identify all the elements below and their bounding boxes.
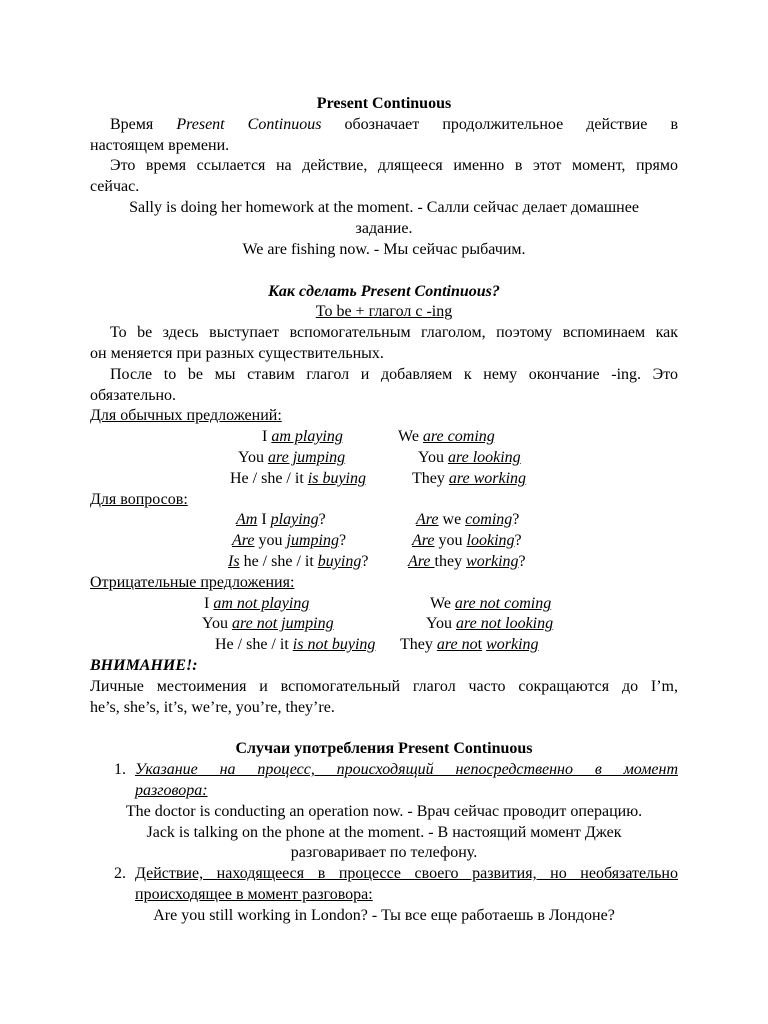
how-paragraph-2: После to be мы ставим глагол и добавляем к нему окончание -ing. Это	[110, 366, 678, 383]
punctuation: ?	[518, 553, 526, 570]
auxiliary: Is	[228, 553, 240, 570]
pronoun: he / she / it	[239, 553, 318, 570]
pronoun: We	[430, 595, 455, 612]
neg-example	[215, 635, 375, 656]
how-paragraph-2-cont: обязательно.	[90, 387, 177, 404]
how-paragraph-1: To be здесь выступает вспомогательным глаголом, поэтому вспоминаем как	[110, 324, 678, 341]
verb-form: are no	[436, 636, 478, 653]
question-example	[232, 531, 346, 552]
question-example	[236, 510, 326, 531]
verb-form: coming	[465, 511, 513, 528]
affirmative-label: Для обычных предложений:	[90, 407, 282, 424]
neg-example	[400, 635, 539, 656]
intro-paragraph-2: Это время ссылается на действие, длящееся именно в этот момент, прямо	[110, 157, 678, 174]
verb-form: buying	[317, 553, 362, 570]
auxiliary: Are	[408, 553, 435, 570]
pronoun: you	[254, 532, 287, 549]
auxiliary: Are	[232, 532, 255, 549]
questions-label-line	[90, 490, 678, 511]
usage-item-1-cont: разговора:	[135, 782, 208, 799]
example-sally: Sally is doing her homework at the moment. - Салли сейчас делает домашнее	[129, 199, 639, 216]
verb-form: are not jumping	[231, 615, 334, 632]
aff-example	[230, 469, 366, 490]
attention-text: Личные местоимения и вспомогательный глагол часто сокращаются до I’m,	[90, 678, 678, 695]
pronoun: I	[204, 595, 214, 612]
question-example	[412, 531, 522, 552]
neg-example	[426, 614, 553, 635]
verb-form: working	[466, 553, 519, 570]
usage-item-1-cont-line	[135, 781, 678, 802]
pronoun: they	[434, 553, 467, 570]
pronoun: You	[418, 449, 448, 466]
formula: To be + глагол с -ing	[315, 303, 453, 320]
affirmative-label-line	[90, 406, 678, 427]
verb-form: looking	[466, 532, 515, 549]
neg-example	[204, 594, 309, 615]
verb-form: are not coming	[454, 595, 552, 612]
attention-text-cont: he’s, she’s, it’s, we’re, you’re, they’re.	[90, 699, 335, 716]
neg-example	[202, 614, 334, 635]
negative-label-line	[90, 573, 678, 594]
verb-form: jumping	[286, 532, 339, 549]
usage-item-2-cont-line	[135, 885, 678, 906]
text-run: обозначает продолжительное действие в	[321, 116, 678, 133]
punctuation: ?	[514, 532, 522, 549]
aff-example	[262, 427, 343, 448]
punctuation: ?	[361, 553, 369, 570]
pronoun: I	[262, 428, 272, 445]
example-doctor: The doctor is conducting an operation now. - Врач сейчас проводит операцию.	[125, 803, 643, 820]
pronoun: we	[438, 511, 466, 528]
auxiliary: Are	[412, 532, 435, 549]
verb-form: is buying	[307, 470, 366, 487]
punctuation: ?	[318, 511, 326, 528]
pronoun: you	[434, 532, 467, 549]
attention-label: ВНИМАНИЕ!:	[90, 657, 198, 674]
questions-label: Для вопросов:	[90, 491, 188, 508]
verb-form: working	[486, 636, 539, 653]
auxiliary: Are	[416, 511, 439, 528]
verb-form: t	[477, 636, 483, 653]
punctuation: ?	[338, 532, 347, 549]
example-jack: Jack is talking on the phone at the moment. - В настоящий момент Джек	[146, 824, 622, 841]
pronoun: They	[400, 636, 437, 653]
question-example	[416, 510, 519, 531]
pronoun: You	[202, 615, 232, 632]
aff-example	[412, 469, 526, 490]
usage-item-2-cont: происходящее в момент разговора:	[135, 886, 373, 903]
formula-line	[90, 302, 678, 323]
neg-example	[430, 594, 551, 615]
pronoun: He / she / it	[215, 636, 293, 653]
intro-paragraph-2-cont: сейчас.	[90, 178, 140, 195]
question-example	[408, 552, 526, 573]
aff-example	[398, 427, 495, 448]
list-number: 2.	[114, 865, 126, 882]
verb-form: am not playing	[213, 595, 310, 612]
page-title: Present Continuous	[316, 95, 452, 112]
verb-form: are looking	[447, 449, 521, 466]
aff-example	[418, 448, 521, 469]
punctuation: ?	[512, 511, 520, 528]
example-jack-cont: разговаривает по телефону.	[290, 844, 478, 861]
aff-example	[238, 448, 345, 469]
negative-label: Отрицательные предложения:	[90, 574, 295, 591]
verb-form: is not buying	[292, 636, 376, 653]
auxiliary: Am	[236, 511, 258, 528]
usage-item-2: Действие, находящееся в процессе своего развития, но необязательно	[135, 865, 678, 882]
example-sally-cont: задание.	[355, 220, 413, 237]
verb-form: are not looking	[455, 615, 554, 632]
example-london: Are you still working in London? - Ты все еще работаешь в Лондоне?	[153, 907, 615, 924]
term-present-continuous: Present Continuous	[176, 116, 322, 133]
verb-form: am playing	[271, 428, 343, 445]
list-number: 1.	[114, 761, 126, 778]
usage-item-1: Указание на процесс, происходящий непосредственно в момент	[135, 761, 678, 778]
intro-paragraph-1	[90, 115, 678, 136]
question-example	[228, 552, 368, 573]
verb-form: are coming	[422, 428, 495, 445]
pronoun: You	[426, 615, 456, 632]
example-fishing: We are fishing now. - Мы сейчас рыбачим.	[242, 241, 526, 258]
verb-form: are working	[448, 470, 527, 487]
how-paragraph-1-cont: он меняется при разных существительных.	[90, 345, 384, 362]
verb-form: are jumping	[267, 449, 346, 466]
pronoun: You	[238, 449, 268, 466]
how-heading: Как сделать Present Continuous?	[268, 283, 500, 300]
usage-heading: Случаи употребления Present Continuous	[235, 740, 533, 757]
pronoun: I	[257, 511, 271, 528]
pronoun: We	[398, 428, 423, 445]
verb-form: playing	[270, 511, 319, 528]
pronoun: He / she / it	[230, 470, 308, 487]
intro-paragraph-1-cont: настоящем времени.	[90, 137, 230, 154]
text-run: Время	[110, 116, 177, 133]
pronoun: They	[412, 470, 449, 487]
